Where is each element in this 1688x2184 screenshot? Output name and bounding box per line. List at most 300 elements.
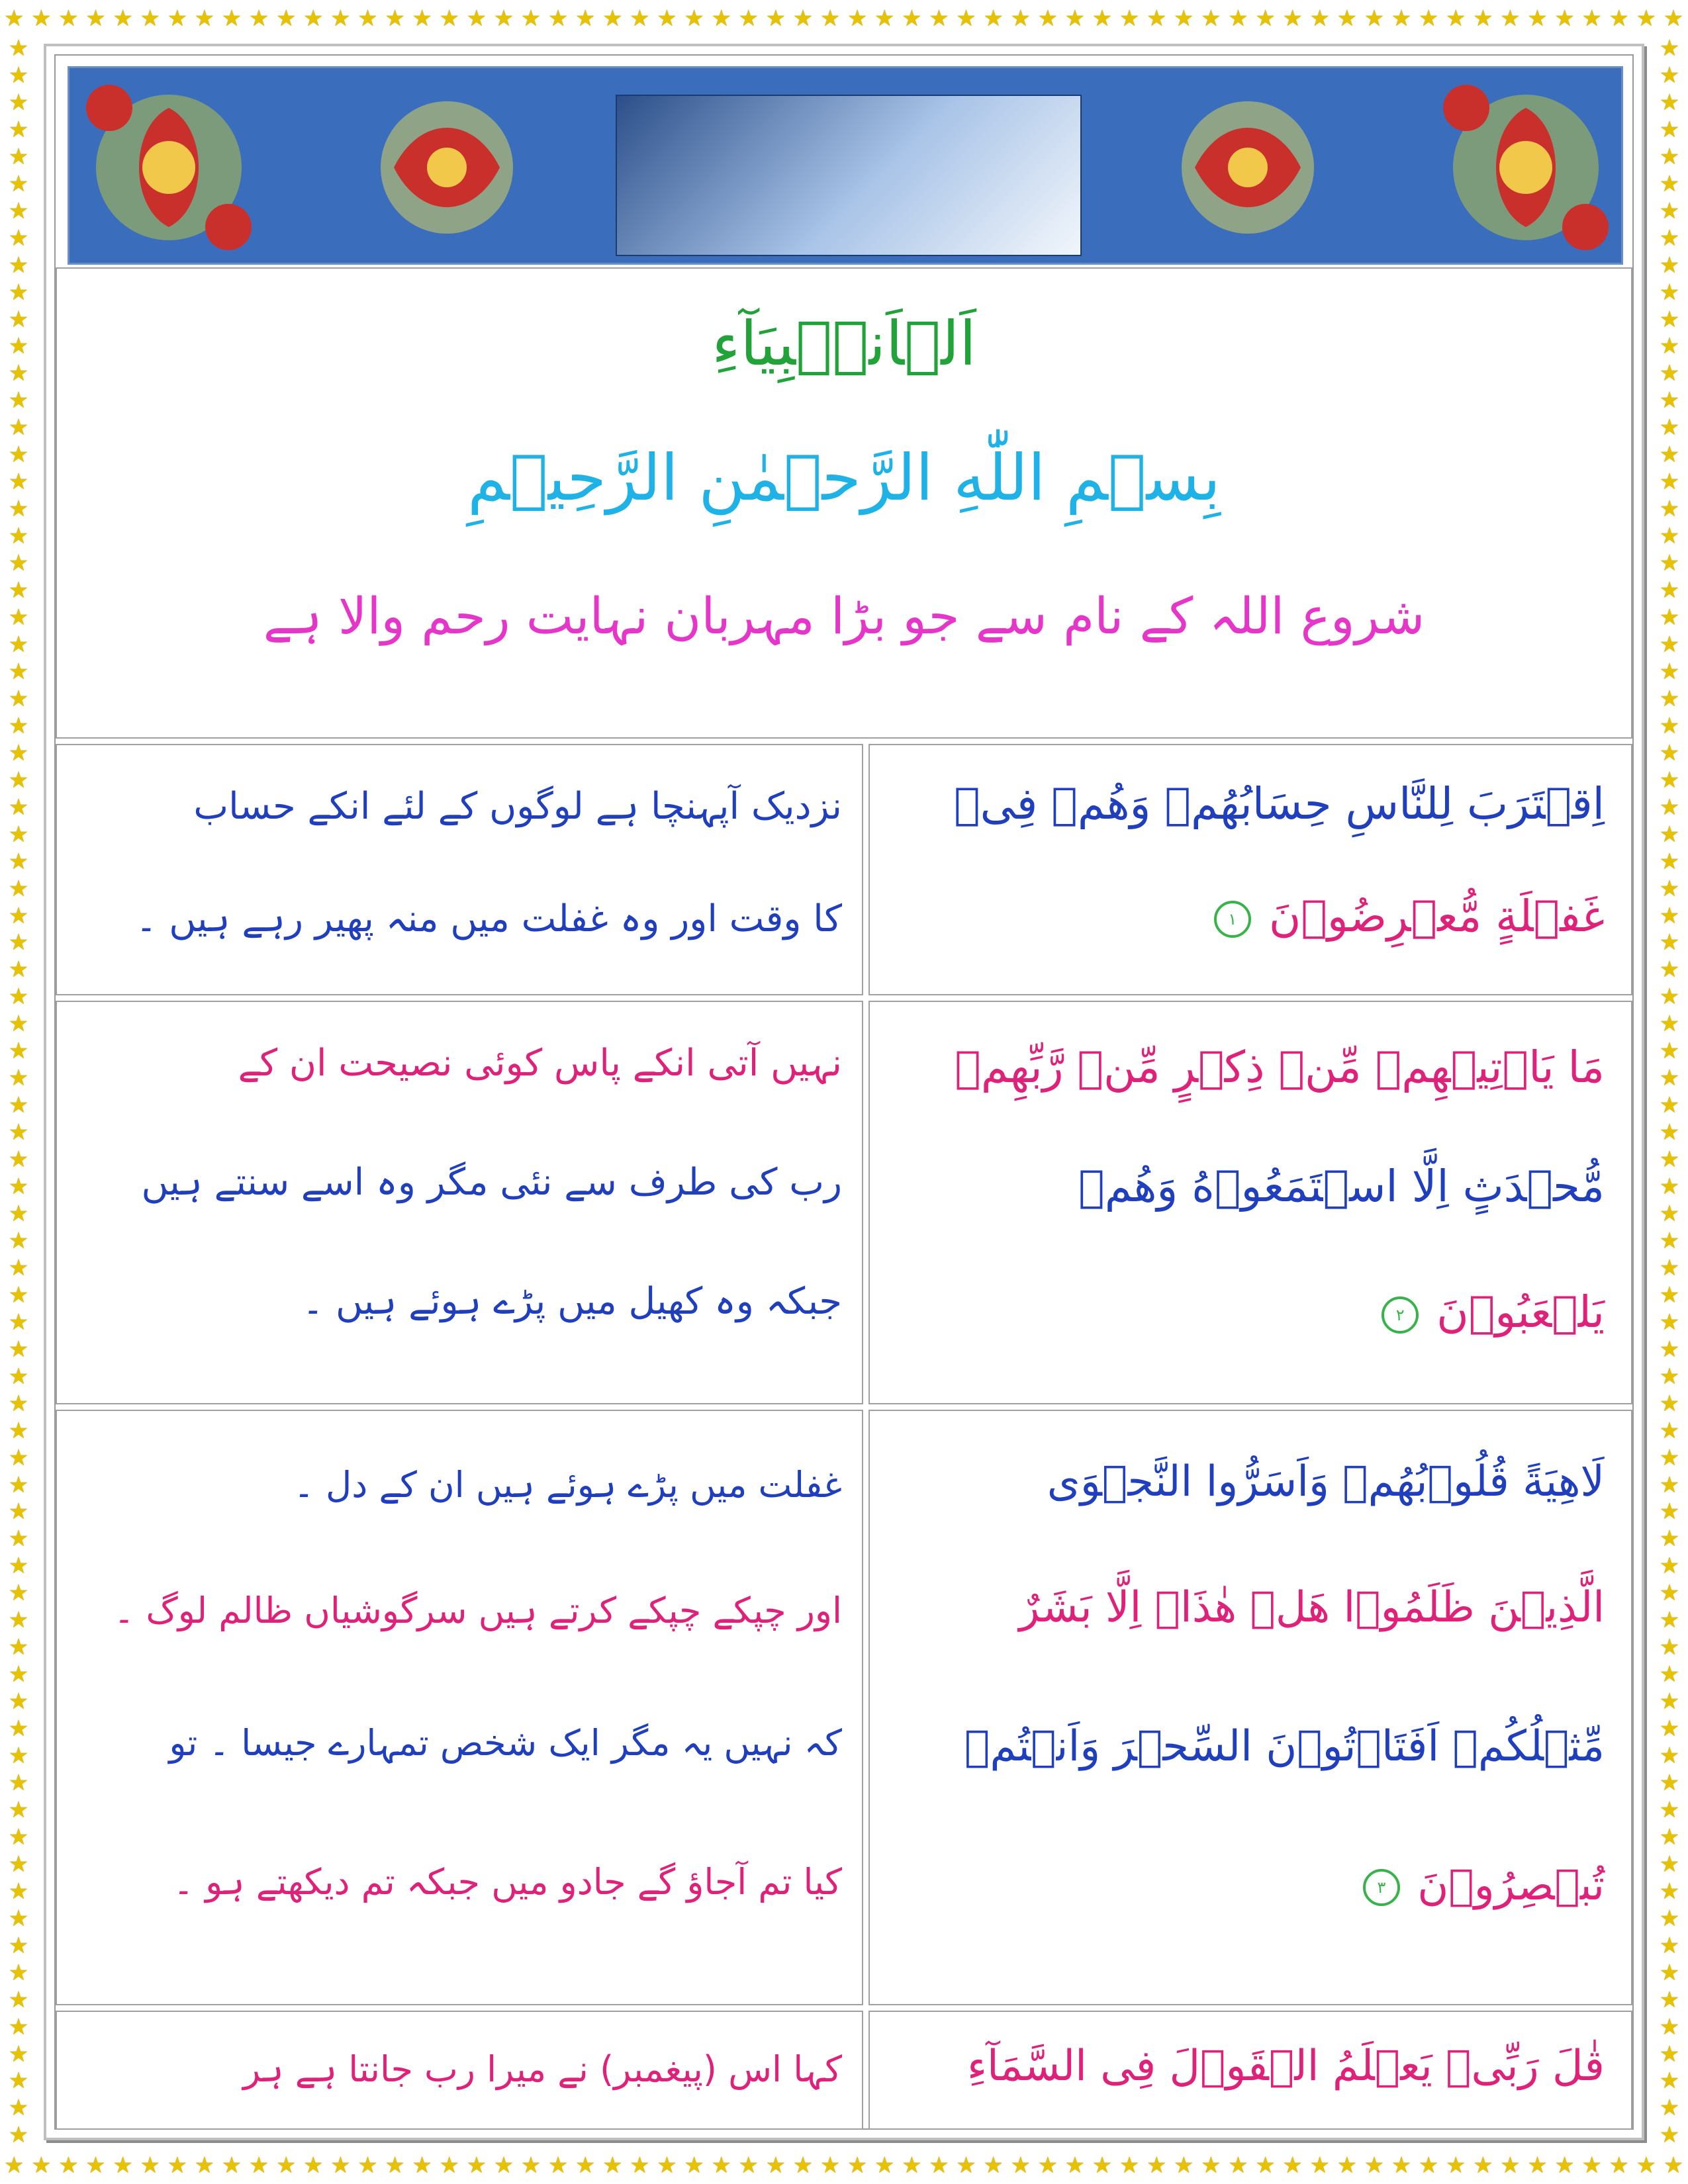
star-icon: ★ xyxy=(1119,2152,1140,2179)
star-icon: ★ xyxy=(1255,5,1276,32)
verse-1-arabic-line-2 xyxy=(1210,891,1605,942)
star-icon: ★ xyxy=(902,5,922,32)
verse-1-urdu-line-1: نزدیک آپہنچا ہے لوگوں کے لئے انکے حساب xyxy=(193,785,842,828)
star-icon: ★ xyxy=(1659,1905,1680,1932)
star-icon: ★ xyxy=(8,739,29,766)
star-icon: ★ xyxy=(1659,794,1680,821)
star-icon: ★ xyxy=(547,2152,569,2179)
star-icon: ★ xyxy=(1527,2152,1548,2179)
floral-ornament-left-icon xyxy=(70,68,268,265)
star-icon: ★ xyxy=(1473,5,1493,32)
star-icon: ★ xyxy=(1659,2013,1680,2040)
star-icon: ★ xyxy=(8,848,29,875)
star-icon: ★ xyxy=(1146,5,1167,32)
star-icon: ★ xyxy=(8,631,29,658)
star-icon: ★ xyxy=(1659,224,1680,251)
star-icon: ★ xyxy=(8,116,29,143)
verse-2-urdu-line-1: نہیں آتی انکے پاس کوئی نصیحت ان کے xyxy=(238,1042,842,1085)
star-icon: ★ xyxy=(820,5,841,32)
star-icon: ★ xyxy=(1309,2152,1330,2179)
star-icon: ★ xyxy=(221,5,242,32)
star-icon: ★ xyxy=(1659,523,1680,550)
star-icon: ★ xyxy=(8,2068,29,2095)
star-icon: ★ xyxy=(140,5,160,32)
star-icon: ★ xyxy=(1659,1823,1680,1850)
star-icon: ★ xyxy=(194,2152,215,2179)
star-icon: ★ xyxy=(1659,821,1680,848)
star-icon: ★ xyxy=(8,1634,29,1661)
star-icon: ★ xyxy=(8,956,29,983)
star-icon: ★ xyxy=(58,2152,79,2179)
verse-3-urdu-line-1: غفلت میں پڑے ہوئے ہیں ان کے دل ۔ xyxy=(293,1464,842,1506)
star-icon: ★ xyxy=(1659,1065,1680,1092)
star-icon: ★ xyxy=(1659,441,1680,469)
star-icon: ★ xyxy=(602,5,623,32)
star-icon: ★ xyxy=(412,2152,432,2179)
star-icon: ★ xyxy=(8,1254,29,1281)
star-icon: ★ xyxy=(8,1498,29,1525)
star-icon: ★ xyxy=(902,2152,922,2179)
star-icon: ★ xyxy=(1663,2152,1684,2179)
star-icon: ★ xyxy=(8,902,29,929)
star-icon: ★ xyxy=(1500,2152,1521,2179)
star-icon: ★ xyxy=(1064,2152,1086,2179)
verse-3-arabic-line-1: لَاهِيَةً قُلُوۡبُهُمۡ وَاَسَرُّوا النَّجۡوَى xyxy=(1047,1457,1605,1506)
star-icon: ★ xyxy=(385,2152,405,2179)
star-icon: ★ xyxy=(412,5,432,32)
star-icon: ★ xyxy=(1092,2152,1113,2179)
star-icon: ★ xyxy=(303,5,324,32)
star-icon: ★ xyxy=(1659,712,1680,739)
star-icon: ★ xyxy=(8,1011,29,1038)
star-icon: ★ xyxy=(1092,5,1113,32)
star-icon: ★ xyxy=(1282,2152,1303,2179)
star-icon: ★ xyxy=(684,5,704,32)
star-icon: ★ xyxy=(1659,1390,1680,1417)
verse-1-urdu xyxy=(56,744,863,995)
star-icon: ★ xyxy=(8,1986,29,2013)
star-icon: ★ xyxy=(847,2152,868,2179)
star-icon: ★ xyxy=(275,5,297,32)
star-icon: ★ xyxy=(1659,1498,1680,1525)
star-icon: ★ xyxy=(1659,2122,1680,2147)
star-icon: ★ xyxy=(1659,929,1680,956)
star-icon: ★ xyxy=(303,2152,324,2179)
star-icon: ★ xyxy=(8,577,29,604)
star-icon: ★ xyxy=(330,5,351,32)
verse-3-arabic-line-3: مِّثۡلُكُمۡ اَفَتَاۡتُوۡنَ السِّحۡرَ وَاَنۡتُمۡ xyxy=(964,1722,1605,1771)
verse-2-arabic-line-2: مُّحۡدَثٍ اِلَّا اسۡتَمَعُوۡهُ وَهُمۡ xyxy=(1078,1161,1605,1212)
star-icon: ★ xyxy=(167,5,188,32)
star-icon: ★ xyxy=(1659,143,1680,170)
star-icon: ★ xyxy=(929,2152,949,2179)
star-icon: ★ xyxy=(8,1281,29,1308)
verse-4-arabic xyxy=(868,2011,1632,2130)
star-icon: ★ xyxy=(1364,5,1385,32)
star-icon: ★ xyxy=(956,2152,976,2179)
star-icon: ★ xyxy=(1659,170,1680,197)
star-icon: ★ xyxy=(1659,1038,1680,1065)
star-icon: ★ xyxy=(1659,1850,1680,1878)
verse-3-urdu-line-3: کہ نہیں یہ مگر ایک شخص تمہارے جیسا ۔ تو xyxy=(169,1722,842,1764)
star-icon: ★ xyxy=(1659,1688,1680,1715)
star-icon: ★ xyxy=(1309,5,1330,32)
star-icon: ★ xyxy=(1659,1959,1680,1986)
star-icon: ★ xyxy=(8,1038,29,1065)
star-icon: ★ xyxy=(1659,1336,1680,1363)
star-icon: ★ xyxy=(1010,2152,1031,2179)
star-icon: ★ xyxy=(8,1743,29,1770)
star-icon: ★ xyxy=(113,2152,133,2179)
star-icon: ★ xyxy=(1659,116,1680,143)
star-icon: ★ xyxy=(1659,1444,1680,1471)
star-icon: ★ xyxy=(1282,5,1303,32)
verse-2-arabic-line-1: مَا يَاۡتِيۡهِمۡ مِّنۡ ذِكۡرٍ مِّنۡ رَّبِّهِمۡ xyxy=(955,1042,1605,1093)
star-icon: ★ xyxy=(1659,685,1680,712)
star-icon: ★ xyxy=(1174,2152,1194,2179)
star-icon: ★ xyxy=(439,2152,459,2179)
star-icon: ★ xyxy=(547,5,569,32)
star-icon: ★ xyxy=(221,2152,242,2179)
star-icon: ★ xyxy=(1659,1146,1680,1173)
star-icon: ★ xyxy=(630,2152,650,2179)
star-icon: ★ xyxy=(8,89,29,116)
star-icon: ★ xyxy=(1659,2040,1680,2068)
star-icon: ★ xyxy=(1659,2095,1680,2122)
star-icon: ★ xyxy=(8,2122,29,2147)
star-icon: ★ xyxy=(792,2152,814,2179)
star-icon: ★ xyxy=(8,1200,29,1227)
star-icon: ★ xyxy=(575,5,596,32)
star-icon: ★ xyxy=(1010,5,1031,32)
star-icon: ★ xyxy=(630,5,650,32)
star-icon: ★ xyxy=(8,875,29,902)
star-icon: ★ xyxy=(1445,5,1466,32)
bismillah: بِسۡمِ اللّٰهِ الرَّحۡمٰنِ الرَّحِيۡمِ xyxy=(467,441,1221,515)
star-icon: ★ xyxy=(929,5,949,32)
star-icon: ★ xyxy=(1659,766,1680,794)
star-icon: ★ xyxy=(1418,5,1439,32)
star-icon: ★ xyxy=(1636,2152,1657,2179)
star-icon: ★ xyxy=(1659,1308,1680,1336)
star-icon: ★ xyxy=(956,5,976,32)
star-icon: ★ xyxy=(1659,577,1680,604)
star-icon: ★ xyxy=(1119,5,1140,32)
star-icon: ★ xyxy=(657,5,677,32)
star-icon: ★ xyxy=(1659,1119,1680,1146)
star-icon: ★ xyxy=(847,5,868,32)
star-icon: ★ xyxy=(8,2013,29,2040)
star-icon: ★ xyxy=(8,360,29,387)
star-icon: ★ xyxy=(738,5,759,32)
star-icon: ★ xyxy=(765,2152,786,2179)
star-icon: ★ xyxy=(8,1525,29,1553)
star-icon: ★ xyxy=(1201,2152,1221,2179)
star-icon: ★ xyxy=(8,821,29,848)
star-icon: ★ xyxy=(1659,604,1680,631)
star-icon: ★ xyxy=(385,5,405,32)
verse-3-urdu-line-2: اور چپکے چپکے کرتے ہیں سرگوشیاں ظالم لوگ ۔ xyxy=(113,1590,842,1631)
star-icon: ★ xyxy=(1037,2152,1058,2179)
star-icon: ★ xyxy=(1146,2152,1167,2179)
surah-title: اَلۡاَنۡۢبِيَآءِ xyxy=(712,308,976,379)
star-icon: ★ xyxy=(8,1688,29,1715)
star-icon: ★ xyxy=(1659,89,1680,116)
star-icon: ★ xyxy=(8,523,29,550)
star-icon: ★ xyxy=(1659,1796,1680,1823)
star-icon: ★ xyxy=(1255,2152,1276,2179)
star-icon: ★ xyxy=(1336,2152,1358,2179)
star-icon: ★ xyxy=(8,37,29,62)
star-icon: ★ xyxy=(792,5,814,32)
star-icon: ★ xyxy=(8,143,29,170)
star-icon: ★ xyxy=(357,5,378,32)
verse-3-arabic xyxy=(868,1410,1632,2005)
star-icon: ★ xyxy=(1659,1525,1680,1553)
verse-marker-2-icon: ٢ xyxy=(1382,1297,1419,1334)
star-icon: ★ xyxy=(1659,631,1680,658)
star-icon: ★ xyxy=(8,197,29,224)
star-icon: ★ xyxy=(1659,1173,1680,1201)
star-icon: ★ xyxy=(1659,62,1680,89)
floral-ornament-right-icon xyxy=(1427,68,1623,265)
star-icon: ★ xyxy=(1659,1254,1680,1281)
star-icon: ★ xyxy=(8,251,29,279)
star-icon: ★ xyxy=(8,550,29,577)
star-icon: ★ xyxy=(820,2152,841,2179)
star-icon: ★ xyxy=(738,2152,759,2179)
star-icon: ★ xyxy=(1659,983,1680,1011)
star-icon: ★ xyxy=(8,1471,29,1498)
star-icon: ★ xyxy=(8,1092,29,1119)
verse-3-arabic-line-4 xyxy=(1359,1861,1605,1910)
star-icon: ★ xyxy=(874,5,895,32)
star-icon: ★ xyxy=(8,1417,29,1444)
star-icon: ★ xyxy=(248,2152,269,2179)
verse-2-urdu-line-3: جبکہ وہ کھیل میں پڑے ہوئے ہیں ۔ xyxy=(302,1280,842,1323)
star-icon: ★ xyxy=(8,1850,29,1878)
verse-2-arabic-text: يَلۡعَبُوۡنَ xyxy=(1436,1287,1605,1338)
star-icon: ★ xyxy=(8,170,29,197)
star-icon: ★ xyxy=(1659,1634,1680,1661)
star-icon: ★ xyxy=(1659,279,1680,306)
star-icon: ★ xyxy=(8,1607,29,1634)
verse-2-urdu-line-2: رب کی طرف سے نئی مگر وہ اسے سنتے ہیں xyxy=(141,1161,842,1204)
verse-2-urdu xyxy=(56,1001,863,1404)
star-icon: ★ xyxy=(1659,658,1680,685)
star-icon: ★ xyxy=(1659,1553,1680,1580)
star-icon: ★ xyxy=(575,2152,596,2179)
star-icon: ★ xyxy=(330,2152,351,2179)
star-icon: ★ xyxy=(8,1905,29,1932)
star-icon: ★ xyxy=(1473,2152,1493,2179)
star-icon: ★ xyxy=(1609,5,1630,32)
star-icon: ★ xyxy=(874,2152,895,2179)
star-icon: ★ xyxy=(8,712,29,739)
star-icon: ★ xyxy=(657,2152,677,2179)
star-border-left xyxy=(0,37,37,2147)
star-icon: ★ xyxy=(8,1553,29,1580)
star-icon: ★ xyxy=(8,604,29,631)
star-icon: ★ xyxy=(8,1580,29,1607)
star-icon: ★ xyxy=(8,441,29,469)
star-icon: ★ xyxy=(1659,1770,1680,1796)
star-icon: ★ xyxy=(1336,5,1358,32)
star-icon: ★ xyxy=(8,62,29,89)
star-icon: ★ xyxy=(8,1173,29,1201)
star-icon: ★ xyxy=(983,2152,1004,2179)
star-icon: ★ xyxy=(8,1390,29,1417)
star-icon: ★ xyxy=(8,766,29,794)
star-icon: ★ xyxy=(711,2152,731,2179)
star-icon: ★ xyxy=(1659,251,1680,279)
star-icon: ★ xyxy=(1659,1281,1680,1308)
star-icon: ★ xyxy=(1659,387,1680,414)
star-icon: ★ xyxy=(8,1823,29,1850)
star-icon: ★ xyxy=(8,1932,29,1959)
star-icon: ★ xyxy=(8,387,29,414)
star-icon: ★ xyxy=(1663,5,1684,32)
star-icon: ★ xyxy=(1659,197,1680,224)
star-icon: ★ xyxy=(1554,5,1575,32)
star-icon: ★ xyxy=(493,5,514,32)
verse-1-arabic-text: غَفۡلَةٍ مُّعۡرِضُوۡنَ xyxy=(1268,891,1605,942)
verse-marker-1-icon: ١ xyxy=(1214,901,1251,938)
star-icon: ★ xyxy=(1659,37,1680,62)
verse-1-arabic xyxy=(868,744,1632,995)
verse-3-arabic-line-2: الَّذِيۡنَ ظَلَمُوۡا هَلۡ هٰذَاۤ اِلَّا بَشَرٌ xyxy=(1019,1583,1605,1632)
star-icon: ★ xyxy=(1391,2152,1412,2179)
star-icon: ★ xyxy=(1659,496,1680,523)
star-icon: ★ xyxy=(1418,2152,1439,2179)
star-icon: ★ xyxy=(8,794,29,821)
star-icon: ★ xyxy=(1659,1580,1680,1607)
verse-3-arabic-text: تُبۡصِرُوۡنَ xyxy=(1417,1861,1605,1910)
star-border-bottom xyxy=(0,2147,1688,2184)
star-icon: ★ xyxy=(1174,5,1194,32)
star-icon: ★ xyxy=(1609,2152,1630,2179)
star-icon: ★ xyxy=(113,5,133,32)
star-icon: ★ xyxy=(765,5,786,32)
star-icon: ★ xyxy=(8,1308,29,1336)
star-icon: ★ xyxy=(31,5,52,32)
star-icon: ★ xyxy=(275,2152,297,2179)
star-icon: ★ xyxy=(8,1336,29,1363)
star-icon: ★ xyxy=(1581,2152,1602,2179)
star-icon: ★ xyxy=(1659,1715,1680,1743)
star-icon: ★ xyxy=(8,983,29,1011)
star-icon: ★ xyxy=(85,2152,106,2179)
decorative-banner xyxy=(68,66,1623,265)
star-icon: ★ xyxy=(8,1878,29,1905)
star-icon: ★ xyxy=(1659,1743,1680,1770)
star-icon: ★ xyxy=(1364,2152,1385,2179)
star-icon: ★ xyxy=(8,1715,29,1743)
star-icon: ★ xyxy=(466,2152,487,2179)
star-icon: ★ xyxy=(8,658,29,685)
star-icon: ★ xyxy=(1659,1200,1680,1227)
star-icon: ★ xyxy=(1659,1471,1680,1498)
star-icon: ★ xyxy=(8,1796,29,1823)
star-icon: ★ xyxy=(1659,469,1680,496)
star-icon: ★ xyxy=(1228,5,1248,32)
star-icon: ★ xyxy=(4,5,24,32)
star-icon: ★ xyxy=(602,2152,623,2179)
star-icon: ★ xyxy=(1659,1932,1680,1959)
star-icon: ★ xyxy=(1659,875,1680,902)
star-icon: ★ xyxy=(8,469,29,496)
star-border-right xyxy=(1651,37,1688,2147)
star-icon: ★ xyxy=(1659,2068,1680,2095)
star-icon: ★ xyxy=(1659,848,1680,875)
star-icon: ★ xyxy=(1064,5,1086,32)
star-icon: ★ xyxy=(8,2040,29,2068)
star-icon: ★ xyxy=(1659,306,1680,333)
star-icon: ★ xyxy=(8,333,29,360)
star-icon: ★ xyxy=(8,1146,29,1173)
star-icon: ★ xyxy=(1445,2152,1466,2179)
star-icon: ★ xyxy=(8,929,29,956)
verse-4-arabic-line-1: قٰلَ رَبِّىۡ يَعۡلَمُ الۡقَوۡلَ فِى السَّمَآءِ xyxy=(966,2042,1605,2091)
star-icon: ★ xyxy=(1659,333,1680,360)
star-icon: ★ xyxy=(1391,5,1412,32)
star-icon: ★ xyxy=(1581,5,1602,32)
verse-marker-3-icon: ٣ xyxy=(1363,1869,1400,1906)
star-icon: ★ xyxy=(1659,956,1680,983)
verse-3-urdu-line-4: کیا تم آجاؤ گے جادو میں جبکہ تم دیکھتے ہو ۔ xyxy=(173,1861,842,1903)
star-icon: ★ xyxy=(8,685,29,712)
star-icon: ★ xyxy=(520,2152,541,2179)
star-icon: ★ xyxy=(8,496,29,523)
open-book-image xyxy=(616,95,1082,256)
star-icon: ★ xyxy=(194,5,215,32)
star-icon: ★ xyxy=(1659,1227,1680,1254)
star-icon: ★ xyxy=(8,1770,29,1796)
star-icon: ★ xyxy=(8,414,29,441)
verse-2-arabic-line-3 xyxy=(1378,1287,1605,1338)
star-icon: ★ xyxy=(1554,2152,1575,2179)
star-icon: ★ xyxy=(8,1444,29,1471)
star-icon: ★ xyxy=(8,1065,29,1092)
star-icon: ★ xyxy=(8,306,29,333)
star-icon: ★ xyxy=(1659,414,1680,441)
star-icon: ★ xyxy=(1228,2152,1248,2179)
verse-1-arabic-line-1: اِقۡتَرَبَ لِلنَّاسِ حِسَابُهُمۡ وَهُمۡ فِىۡ xyxy=(954,778,1605,829)
surah-heading-section xyxy=(56,267,1632,739)
star-icon: ★ xyxy=(1659,1363,1680,1390)
star-icon: ★ xyxy=(1659,902,1680,929)
star-icon: ★ xyxy=(466,5,487,32)
star-icon: ★ xyxy=(1636,5,1657,32)
star-icon: ★ xyxy=(1659,1661,1680,1688)
star-icon: ★ xyxy=(1659,739,1680,766)
star-icon: ★ xyxy=(8,279,29,306)
star-icon: ★ xyxy=(8,1227,29,1254)
star-icon: ★ xyxy=(1037,5,1058,32)
star-icon: ★ xyxy=(1659,1092,1680,1119)
star-border-top xyxy=(0,0,1688,37)
floral-ornament-left2-icon xyxy=(348,68,546,265)
star-icon: ★ xyxy=(8,1661,29,1688)
verse-1-urdu-line-2: کا وقت اور وہ غفلت میں منہ پھیر رہے ہیں ۔ xyxy=(135,897,842,940)
star-icon: ★ xyxy=(520,5,541,32)
star-icon: ★ xyxy=(1201,5,1221,32)
star-icon: ★ xyxy=(140,2152,160,2179)
star-icon: ★ xyxy=(1527,5,1548,32)
star-icon: ★ xyxy=(1659,1878,1680,1905)
star-icon: ★ xyxy=(1659,1011,1680,1038)
verse-4-urdu-line-1: کہا اس (پیغمبر) نے میرا رب جانتا ہے ہر xyxy=(243,2048,842,2090)
